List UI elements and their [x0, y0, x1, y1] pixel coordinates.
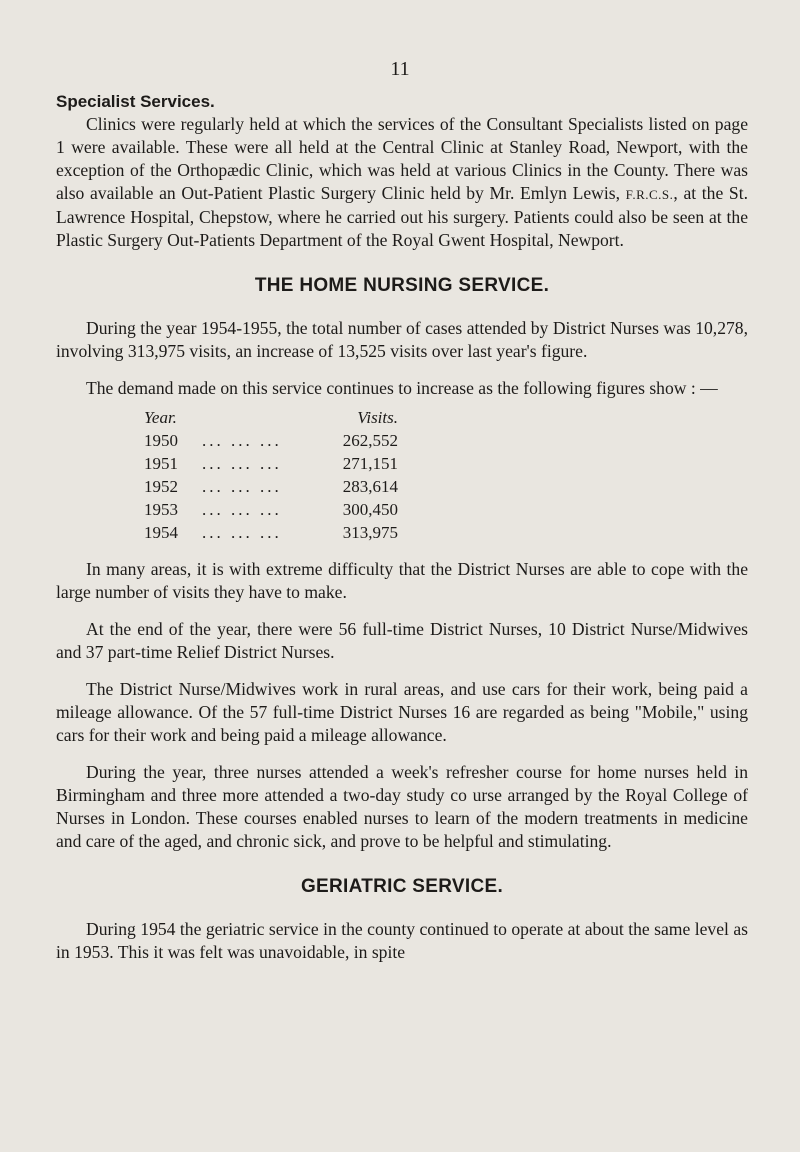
visits-column-header: Visits. [357, 408, 398, 427]
table-row [144, 429, 398, 452]
specialist-text-b: , at the St. Lawrence Hospital, Chepstow, where he carried out his surgery. Patients could also be seen at the Plastic Surgery Out-Patients Department of the Royal Gwent Hospital, Newport. [56, 183, 748, 250]
geriatric-heading: GERIATRIC SERVICE. [300, 876, 504, 897]
home-nursing-paragraph-4: At the end of the year, there were 56 full-time District Nurses, 10 District Nurse/Midwives and 37 part-time Relief District Nurses. [56, 619, 748, 662]
table-row [144, 452, 398, 475]
home-nursing-paragraph-6: During the year, three nurses attended a week's refresher course for home nurses held in Birmingham and three more attended a two-day study co urse arranged by the Royal College of Nurses in London. These courses enabled nurses to learn of the modern treatments in medicine and care of the aged, and chronic sick, and prove to be helpful and stimulating. [56, 762, 748, 851]
leader-dots: ... ... ... [202, 500, 282, 519]
table-row [144, 498, 398, 521]
visits-cell: 271,151 [342, 454, 398, 473]
credential-text: F.R.C.S. [625, 187, 674, 202]
visits-cell: 313,975 [342, 523, 398, 542]
visits-table [144, 406, 398, 544]
home-nursing-heading: THE HOME NURSING SERVICE. [254, 275, 550, 296]
year-cell: 1950 [144, 431, 178, 450]
geriatric-paragraph-1: During 1954 the geriatric service in the county continued to operate at about the same level as in 1953. This it was felt was unavoidable, in spite [56, 919, 748, 962]
year-cell: 1951 [144, 454, 178, 473]
year-column-header: Year. [144, 408, 177, 427]
specialist-services-heading: Specialist Services. [56, 92, 215, 111]
year-cell: 1953 [144, 500, 178, 519]
table-row [144, 475, 398, 498]
visits-cell: 262,552 [342, 431, 398, 450]
dots-column-header [202, 406, 308, 429]
year-cell: 1954 [144, 523, 178, 542]
specialist-text-a: Clinics were regularly held at which the services of the Consultant Specialists listed on page 1 were available. These were all held at the Central Clinic at Stanley Road, Newport, with the exception of the Orthopædic Clinic, which was held at various Clinics in the County. There was also available an Out-Patient Plastic Surgery Clinic held by Mr. Emlyn Lewis, [56, 114, 748, 203]
leader-dots: ... ... ... [202, 454, 282, 473]
page-number: 11 [390, 58, 410, 80]
visits-cell: 283,614 [342, 477, 398, 496]
year-cell: 1952 [144, 477, 178, 496]
visits-cell: 300,450 [342, 500, 398, 519]
table-row [144, 521, 398, 544]
home-nursing-paragraph-2: The demand made on this service continues to increase as the following figures show : — [86, 378, 718, 398]
page-content [56, 90, 748, 978]
home-nursing-paragraph-1: During the year 1954-1955, the total number of cases attended by District Nurses was 10,278, involving 313,975 visits, an increase of 13,525 visits over last year's figure. [56, 318, 748, 361]
leader-dots: ... ... ... [202, 523, 282, 542]
home-nursing-paragraph-3: In many areas, it is with extreme difficulty that the District Nurses are able to cope with the large number of visits they have to make. [56, 559, 748, 602]
home-nursing-paragraph-5: The District Nurse/Midwives work in rural areas, and use cars for their work, being paid a mileage allowance. Of the 57 full-time District Nurses 16 are regarded as being "Mobile," using cars for their work and being paid a mileage allowance. [56, 679, 748, 745]
leader-dots: ... ... ... [202, 431, 282, 450]
visits-table-header [144, 406, 398, 429]
leader-dots: ... ... ... [202, 477, 282, 496]
specialist-services-paragraph [56, 113, 748, 252]
